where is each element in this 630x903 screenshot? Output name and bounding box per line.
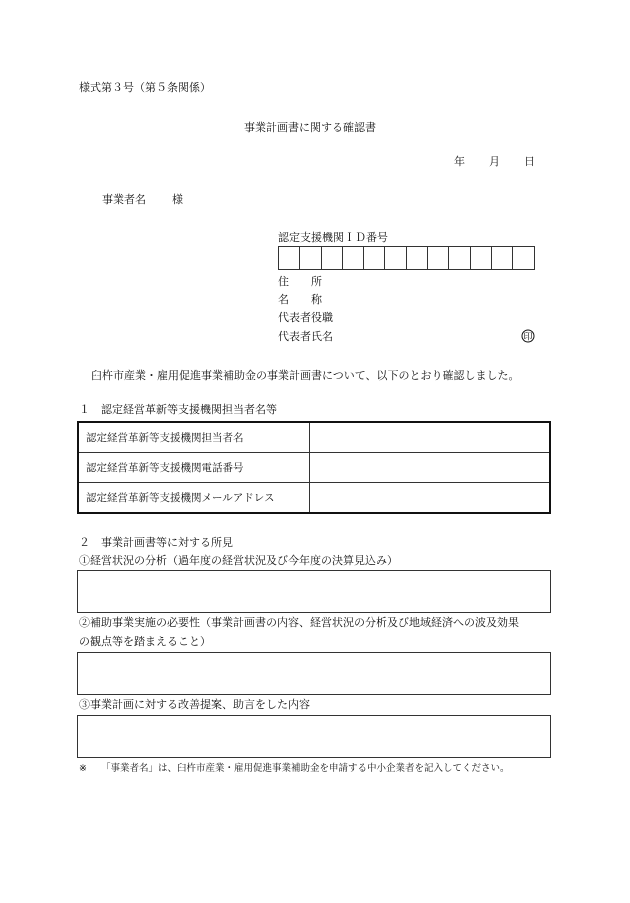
contact-email-label: 認定経営革新等支援機関メールアドレス [78,483,310,514]
id-digit-box [427,246,449,270]
id-digit-box [491,246,513,270]
id-digit-box [321,246,343,270]
id-digit-box [342,246,364,270]
id-digit-box [470,246,492,270]
issuer-id-label: 認定支援機関ＩＤ番号 [278,231,388,244]
contact-phone-value [310,453,551,483]
footnote-mark: ※ [79,763,87,774]
analysis-box [77,570,551,613]
table-row [78,422,550,453]
id-digit-box [363,246,385,270]
table-row [78,453,550,483]
contact-table [77,421,551,514]
issuer-title-label: 代表者役職 [278,311,333,324]
analysis-label: ①経営状況の分析（過年度の経営状況及び今年度の決算見込み） [79,554,398,567]
table-row [78,483,550,514]
necessity-label-line2: の観点等を踏まえること） [79,635,211,648]
date-year-label: 年 [454,155,465,168]
confirmation-statement: 臼杵市産業・雇用促進事業補助金の事業計画書について、以下のとおり確認しました。 [91,369,520,382]
issuer-id-boxes [278,246,534,270]
id-digit-box [384,246,406,270]
necessity-box [77,652,551,695]
issuer-rep-name-label: 代表者氏名 [278,330,333,343]
contact-person-label: 認定経営革新等支援機関担当者名 [78,422,310,453]
addressee-honorific: 様 [172,193,183,206]
form-number: 様式第３号（第５条関係） [79,81,211,94]
contact-phone-label: 認定経営革新等支援機関電話番号 [78,453,310,483]
id-digit-box [406,246,428,270]
id-digit-box [512,246,534,270]
seal-mark [521,329,535,343]
date-month-label: 月 [489,155,500,168]
id-digit-box [299,246,321,270]
seal-label: 印 [523,332,533,343]
necessity-label-line1: ②補助事業実施の必要性（事業計画書の内容、経営状況の分析及び地域経済への波及効果 [79,616,519,629]
issuer-name-label: 名 称 [278,293,322,306]
document-title: 事業計画書に関する確認書 [244,121,376,134]
id-digit-box [448,246,470,270]
improvement-box [77,715,551,758]
contact-person-value [310,422,551,453]
improvement-label: ③事業計画に対する改善提案、助言をした内容 [79,698,310,711]
footnote-text: 「事業者名」は、臼杵市産業・雇用促進事業補助金を申請する中小企業者を記入してください。 [101,763,510,774]
id-digit-box [278,246,300,270]
section2-heading: ２ 事業計画書等に対する所見 [79,536,233,549]
addressee-name-label: 事業者名 [102,193,146,206]
date-day-label: 日 [524,155,535,168]
contact-email-value [310,483,551,514]
section1-heading: １ 認定経営革新等支援機関担当者名等 [79,403,277,416]
issuer-address-label: 住 所 [278,275,322,288]
